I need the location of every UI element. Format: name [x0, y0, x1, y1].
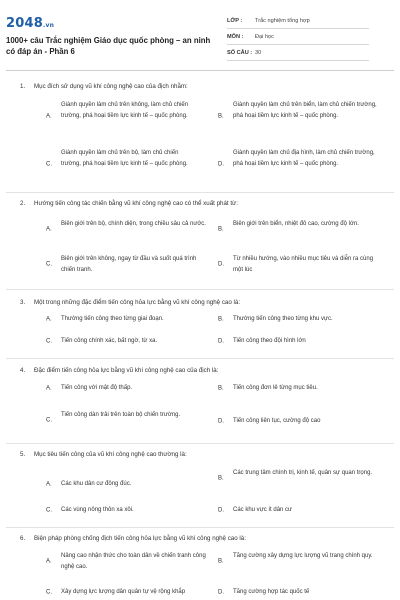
option-text: Tăng cường hợp tác quốc tế [233, 589, 310, 595]
option-letter: B. [218, 316, 224, 322]
question-text: Đặc điểm tiến công hỏa lực bằng vũ khí công nghệ cao của địch là: [34, 367, 219, 374]
option-letter: A. [46, 558, 52, 565]
option-b[interactable] [218, 314, 386, 325]
option-d[interactable] [218, 505, 386, 516]
option-text: Tiến công đơn lẻ từng mục tiêu. [233, 385, 318, 391]
option-letter: B. [218, 113, 224, 119]
option-c[interactable] [46, 148, 196, 181]
logo-suffix: .vn [42, 22, 55, 29]
question-text: Mục đích sử dụng vũ khí công nghệ cao của địch nhằm: [34, 83, 188, 90]
option-a[interactable] [46, 479, 206, 490]
option-b[interactable] [218, 383, 386, 394]
option-d[interactable] [218, 254, 386, 276]
option-letter: A. [46, 481, 52, 487]
question-text: Mục tiêu tiến công của vũ khí công nghệ cao thường là: [34, 451, 187, 458]
option-letter: C. [46, 507, 52, 513]
meta-value: Đại học [255, 33, 274, 40]
question-number: 1. [20, 83, 26, 90]
option-letter: D. [218, 418, 224, 424]
meta-row-class [227, 13, 369, 29]
meta-value: 30 [255, 49, 262, 56]
option-text: Xây dựng lực lượng dân quân tự vệ rộng khắp [61, 589, 186, 595]
option-text: Giành quyền làm chủ trên bộ, làm chủ chiến trường, phá hoại tiềm lực kinh tế – quốc phòng. [61, 150, 188, 167]
question-divider [6, 192, 394, 193]
option-letter: C. [46, 589, 52, 595]
question-divider [6, 443, 394, 444]
option-text: Từ nhiều hướng, vào nhiều mục tiêu và diễn ra cùng một lúc [233, 256, 374, 273]
option-letter: A. [46, 113, 52, 119]
option-d[interactable] [218, 336, 386, 347]
option-a[interactable] [46, 100, 196, 133]
question-number: 5. [20, 451, 26, 458]
option-text: Tiến công liên tục, cường độ cao [233, 418, 321, 424]
meta-row-count [227, 45, 369, 61]
option-text: Thường tiến công theo từng giai đoạn. [61, 316, 164, 322]
option-letter: A. [46, 316, 52, 322]
option-text: Nâng cao nhận thức cho toàn dân về chiến tranh công nghệ cao. [61, 553, 206, 570]
document-page [6, 0, 394, 600]
question-text: Hướng tiến công tác chiến bằng vũ khí công nghệ cao có thể xuất phát từ: [34, 200, 238, 207]
site-logo[interactable] [6, 16, 54, 31]
option-text: Tiến công với mật độ thấp. [61, 385, 133, 391]
option-b[interactable] [218, 219, 386, 241]
meta-table [227, 13, 369, 61]
meta-label: SỐ CÂU : [227, 49, 253, 56]
option-c[interactable] [46, 254, 206, 276]
option-letter: D. [218, 338, 224, 344]
option-text: Thường tiến công theo từng khu vực. [233, 316, 333, 322]
option-letter: C. [46, 261, 52, 268]
question-number: 6. [20, 535, 26, 542]
option-text: Các khu vực ít dân cư [233, 507, 293, 513]
meta-row-subject [227, 29, 369, 45]
option-text: Giành quyền làm chủ trên không, làm chủ chiến trường, phá hoại tiềm lực kinh tế – quốc phòng. [61, 102, 189, 119]
option-a[interactable] [46, 383, 206, 394]
question-divider [6, 358, 394, 359]
meta-label: MÔN : [227, 33, 244, 40]
header-divider [6, 70, 394, 71]
option-letter: B. [218, 385, 224, 391]
option-text: Tăng cường xây dựng lực lượng vũ trang chính quy. [233, 553, 373, 559]
question-number: 2. [20, 200, 26, 207]
option-text: Các vùng nông thôn xa xôi. [61, 507, 134, 513]
option-text: Giành quyền làm chủ địa hình, làm chủ chiến trường, phá hoại tiềm lực kinh tế – quốc phòng. [233, 150, 375, 167]
question-number: 3. [20, 299, 26, 306]
option-letter: D. [218, 507, 224, 513]
question-text: Một trong những đặc điểm tiến công hỏa lực bằng vũ khí công nghệ cao là: [34, 299, 241, 306]
option-text: Biên giới trên biển, nhiệt đô cao, cường độ lớn. [233, 221, 359, 227]
option-letter: B. [218, 226, 224, 233]
option-b[interactable] [218, 551, 386, 573]
option-d[interactable] [218, 416, 386, 427]
question-text: Biện pháp phòng chống địch tiến công hỏa lực bằng vũ khí công nghệ cao là: [34, 535, 246, 542]
question-divider [6, 289, 394, 290]
option-text: Giành quyền làm chủ trên biển, làm chủ chiến trường, phá hoại tiềm lực kinh tế – quốc phòng. [233, 102, 377, 119]
question-divider [6, 527, 394, 528]
page-header [6, 0, 394, 66]
option-text: Tiến công dàn trải trên toàn bộ chiến trường. [61, 412, 181, 418]
option-letter: B. [218, 558, 224, 565]
option-text: Tiến công chính xác, bất ngờ, từ xa. [61, 338, 158, 344]
option-b[interactable] [218, 100, 386, 133]
option-letter: A. [46, 226, 52, 233]
page-title: 1000+ câu Trắc nghiệm Giáo dục quốc phòng – an ninh có đáp án - Phần 6 [6, 36, 211, 56]
option-letter: D. [218, 161, 224, 167]
option-letter: A. [46, 385, 52, 391]
question-number: 4. [20, 367, 26, 374]
option-letter: B. [218, 475, 224, 482]
option-text: Các trung tâm chính trị, kinh tế, quân sự quan trọng. [233, 470, 373, 476]
option-c[interactable] [46, 587, 206, 598]
meta-label: LỚP : [227, 17, 243, 24]
option-d[interactable] [218, 587, 386, 598]
meta-value: Trắc nghiệm tổng hợp [255, 17, 310, 24]
option-a[interactable] [46, 551, 206, 573]
option-text: Biên giới trên không, ngay từ đầu và suốt quá trình chiến tranh. [61, 256, 197, 273]
logo-text: 2048 [6, 16, 43, 31]
option-text: Tiến công theo đội hình lớn [233, 338, 306, 344]
option-a[interactable] [46, 314, 206, 325]
option-text: Biên giới trên bộ, chính diện, trong chiều sâu cả nước. [61, 221, 206, 227]
option-c[interactable] [46, 410, 206, 432]
option-letter: C. [46, 417, 52, 424]
option-b[interactable] [218, 468, 386, 490]
option-text: Các khu dân cư đông đúc. [61, 481, 132, 487]
option-letter: C. [46, 161, 52, 167]
option-letter: C. [46, 338, 52, 344]
option-c[interactable] [46, 505, 206, 516]
option-d[interactable] [218, 148, 386, 181]
option-letter: D. [218, 261, 224, 268]
option-a[interactable] [46, 219, 206, 241]
option-c[interactable] [46, 336, 206, 347]
option-letter: D. [218, 589, 224, 595]
